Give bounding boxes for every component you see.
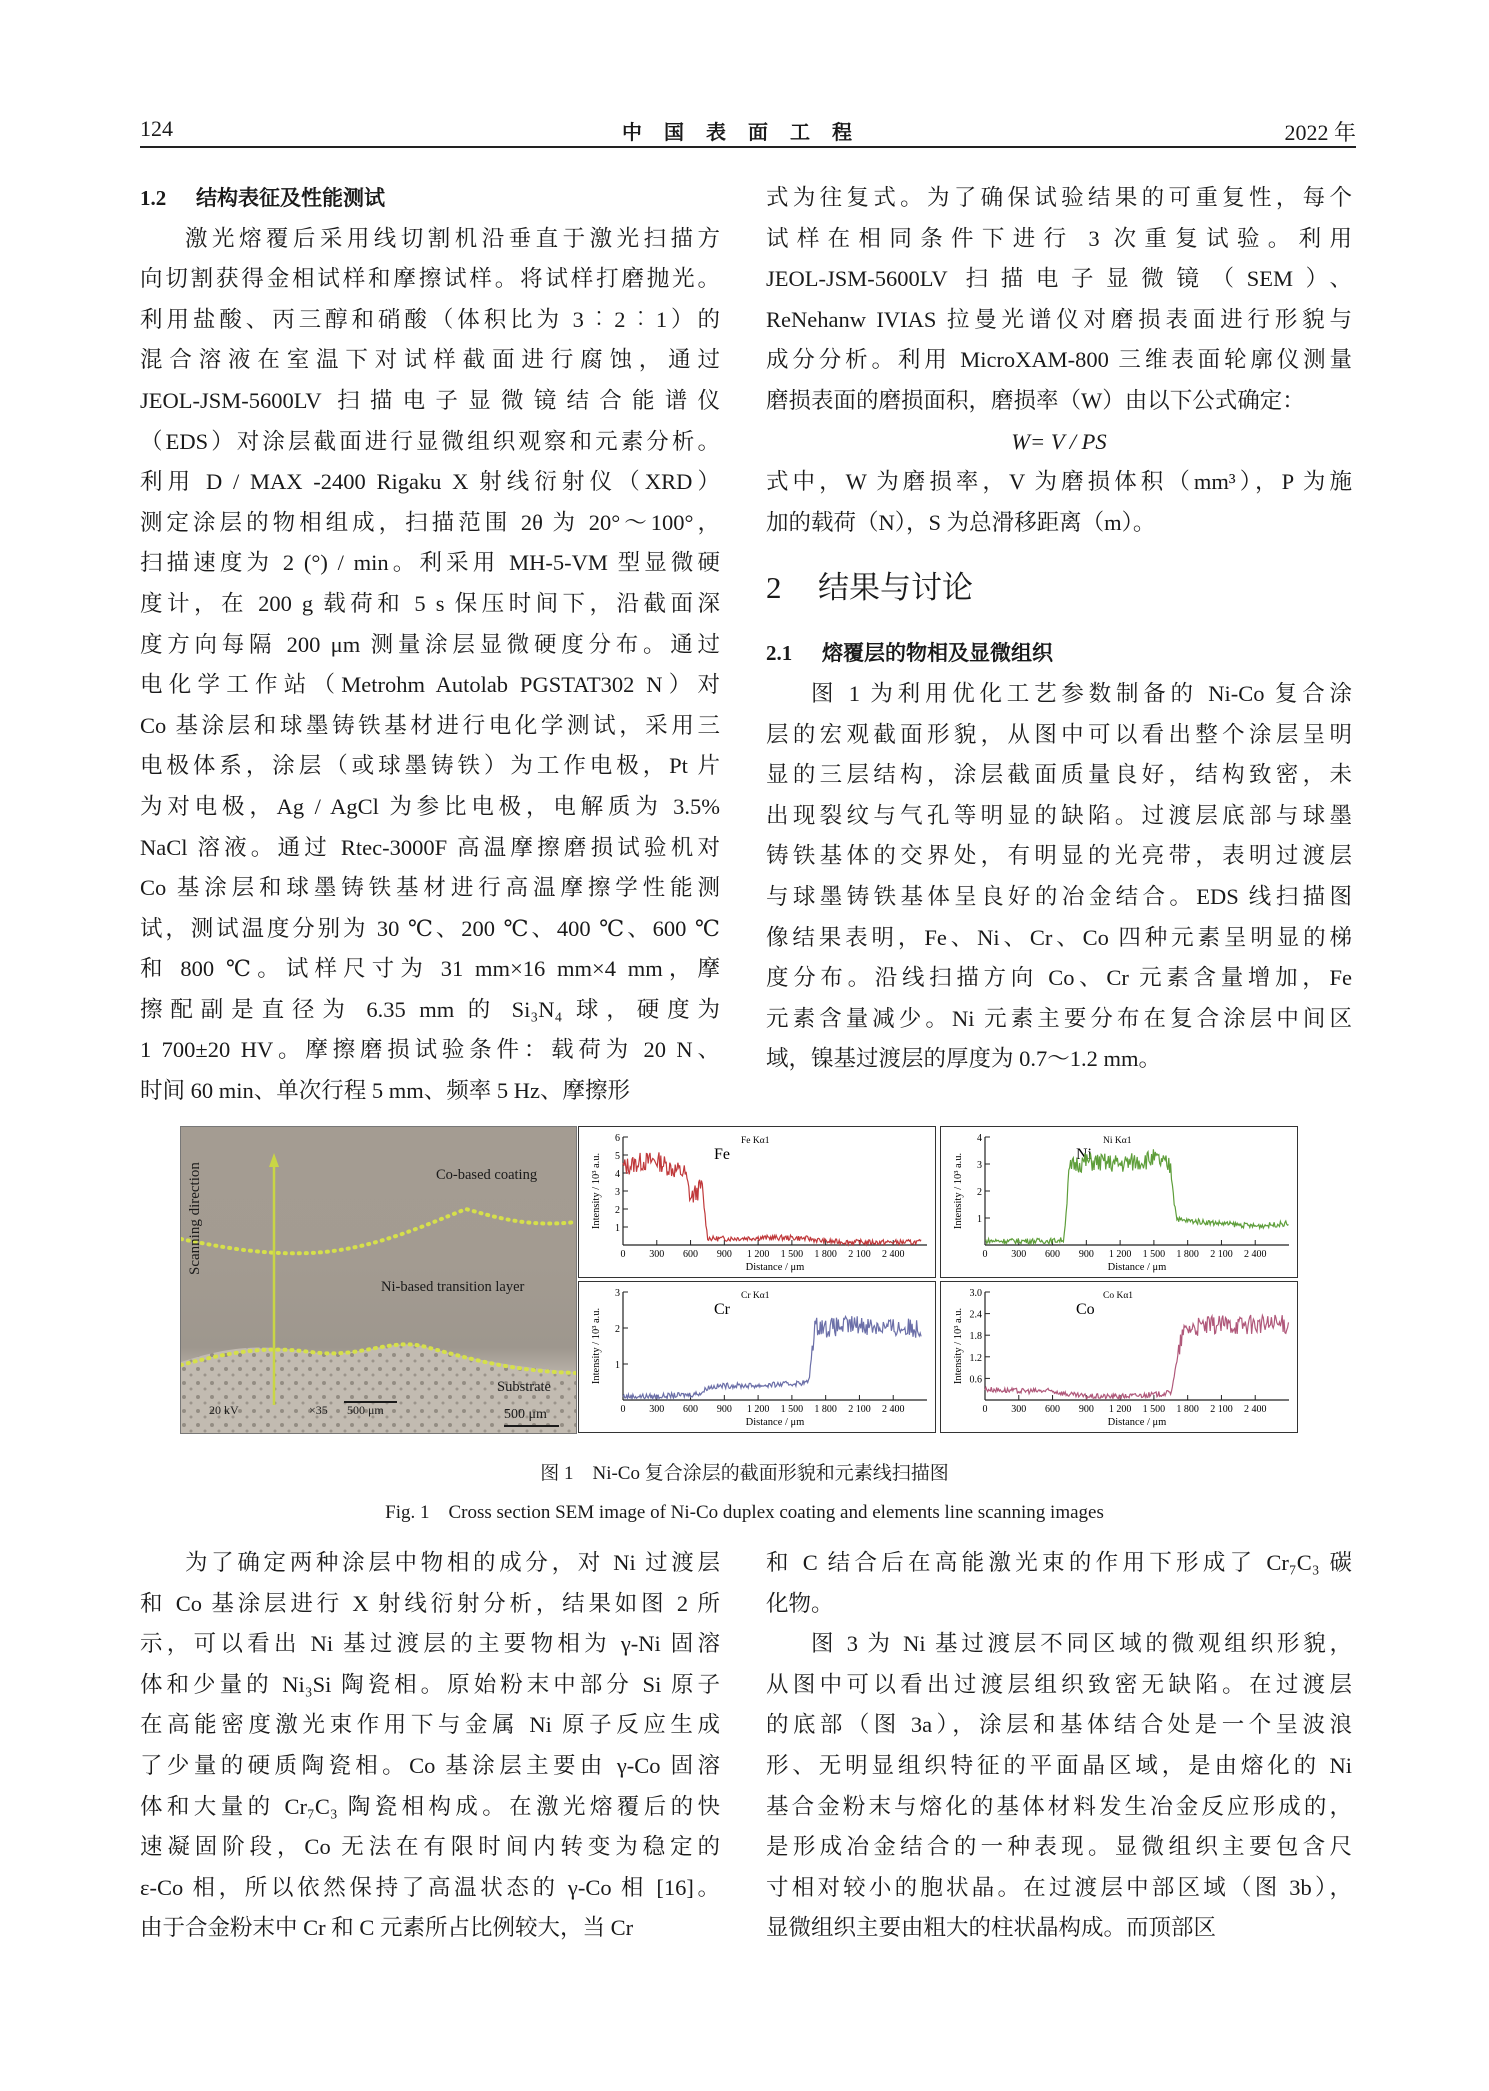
svg-text:1: 1 — [615, 1360, 620, 1371]
cr-line-chart — [579, 1282, 935, 1432]
svg-text:900: 900 — [1078, 1249, 1094, 1260]
text-line: 为了确定两种涂层中物相的成分，对 Ni 过渡层 — [185, 1550, 720, 1575]
svg-text:Cr: Cr — [714, 1301, 730, 1318]
text-line: 示，可以看出 Ni 基过渡层的主要物相为 γ-Ni 固溶 — [140, 1631, 720, 1657]
text-line: 图 3 为 Ni 基过渡层不同区域的微观组织形貌， — [811, 1631, 1352, 1657]
svg-text:1 200: 1 200 — [746, 1404, 770, 1415]
text-line: 和 800 ℃。试样尺寸为 31 mm×16 mm×4 mm，摩 — [140, 956, 720, 982]
svg-text:3: 3 — [615, 1288, 620, 1299]
label-substrate: Substrate — [497, 1379, 551, 1395]
ni-line-chart — [941, 1127, 1297, 1277]
svg-text:Fe Kα1: Fe Kα1 — [741, 1136, 770, 1146]
label-co-based-coating: Co-based coating — [436, 1167, 538, 1183]
svg-text:1 500: 1 500 — [780, 1249, 804, 1260]
svg-text:Intensity / 10³ a.u.: Intensity / 10³ a.u. — [591, 1307, 602, 1385]
text-line: 图 1 为利用优化工艺参数制备的 Ni-Co 复合涂 — [811, 680, 1352, 706]
svg-text:900: 900 — [1078, 1404, 1094, 1415]
text-line: 擦配副是直径为 6.35 mm 的 Si₃N₄ 球，硬度为 — [140, 996, 720, 1022]
text-line: 体和大量的 Cr₇C₃ 陶瓷相构成。在激光熔覆后的快 — [140, 1793, 720, 1819]
svg-text:6: 6 — [615, 1133, 620, 1144]
text-line: 像结果表明，Fe、Ni、Cr、Co 四种元素呈明显的梯 — [766, 924, 1352, 950]
paragraph-carbide — [766, 1543, 1352, 1624]
svg-text:2: 2 — [615, 1205, 620, 1216]
text-line: 层的宏观截面形貌，从图中可以看出整个涂层呈明 — [766, 721, 1352, 747]
chart-ni-line-scan — [940, 1126, 1298, 1278]
label-magnification: ×35 — [309, 1403, 328, 1417]
text-line: 电极体系，涂层（或球墨铸铁）为工作电极，Pt 片 — [140, 753, 720, 779]
chart-fe-line-scan — [578, 1126, 936, 1278]
journal-name: 中国表面工程 — [622, 120, 874, 144]
text-line: 由于合金粉末中 Cr 和 C 元素所占比例较大，当 Cr — [140, 1915, 634, 1941]
text-line: Co 基涂层和球墨铸铁基材进行高温摩擦学性能测 — [140, 875, 720, 901]
text-line: 了少量的硬质陶瓷相。Co 基涂层主要由 γ-Co 固溶 — [140, 1752, 720, 1778]
text-line: 成分分析。利用 MicroXAM-800 三维表面轮廓仪测量 — [766, 347, 1352, 373]
text-line: 在高能密度激光束作用下与金属 Ni 原子反应生成 — [140, 1712, 720, 1738]
text-line: 基合金粉末与熔化的基体材料发生冶金反应形成的， — [766, 1793, 1352, 1819]
svg-text:Intensity / 10³ a.u.: Intensity / 10³ a.u. — [953, 1307, 964, 1385]
svg-text:1 200: 1 200 — [1108, 1249, 1132, 1260]
section-heading-1-2: 1.2 结构表征及性能测试 — [140, 186, 385, 210]
text-line: 寸相对较小的胞状晶。在过渡层中部区域（图 3b）， — [766, 1874, 1352, 1900]
svg-text:1 800: 1 800 — [814, 1249, 837, 1260]
text-line: 是形成冶金结合的一种表现。显微组织主要包含尺 — [766, 1834, 1352, 1860]
co-line-chart — [941, 1282, 1297, 1432]
svg-text:2: 2 — [615, 1324, 620, 1335]
label-scale-inner: 500 μm — [347, 1403, 384, 1417]
paragraph-figure3-discussion — [766, 1624, 1352, 1949]
figure-caption-en: Fig. 1 Cross section SEM image of Ni-Co duplex coating and elements line scanning images — [385, 1502, 1104, 1523]
text-line: 从图中可以看出过渡层组织致密无缺陷。在过渡层 — [766, 1671, 1352, 1697]
svg-text:2 400: 2 400 — [881, 1404, 905, 1415]
text-line: 式中，W 为磨损率，V 为磨损体积（mm³），P 为施 — [766, 469, 1352, 495]
text-line: 显的三层结构，涂层截面质量良好，结构致密，未 — [766, 762, 1352, 788]
journal-year: 2022 年 — [1284, 120, 1356, 145]
text-line: 磨损表面的磨损面积，磨损率（W）由以下公式确定： — [766, 387, 1305, 413]
text-line: 域，镍基过渡层的厚度为 0.7～1.2 mm。 — [766, 1046, 1162, 1072]
svg-text:300: 300 — [1011, 1249, 1027, 1260]
svg-text:2 400: 2 400 — [881, 1249, 905, 1260]
header-rule — [140, 146, 1356, 148]
svg-text:Intensity / 10³ a.u.: Intensity / 10³ a.u. — [591, 1152, 602, 1230]
text-line: 加的载荷（N），S 为总滑移距离（m）。 — [766, 509, 1156, 535]
text-line: JEOL-JSM-5600LV 扫描电子显微镜（SEM）、 — [766, 266, 1352, 292]
svg-text:600: 600 — [1045, 1249, 1061, 1260]
svg-text:600: 600 — [1045, 1404, 1061, 1415]
text-line: 的底部（图 3a），涂层和基体结合处是一个呈波浪 — [766, 1712, 1352, 1738]
svg-text:0: 0 — [982, 1404, 988, 1415]
svg-text:3: 3 — [977, 1160, 982, 1171]
running-header — [140, 116, 1356, 146]
right-column-top — [766, 178, 1352, 1080]
svg-text:Distance / μm: Distance / μm — [745, 1262, 805, 1273]
text-line: 和 C 结合后在高能激光束的作用下形成了 Cr₇C₃ 碳 — [766, 1550, 1352, 1575]
svg-text:Distance / μm: Distance / μm — [745, 1417, 805, 1428]
svg-text:1 200: 1 200 — [1108, 1404, 1132, 1415]
figure-caption-cn: 图 1 Ni-Co 复合涂层的截面形貌和元素线扫描图 — [540, 1463, 949, 1484]
paragraph-wear-test — [766, 178, 1352, 422]
svg-text:Co Kα1: Co Kα1 — [1103, 1291, 1134, 1301]
svg-text:4: 4 — [615, 1169, 620, 1180]
text-line: 度计，在 200 g 载荷和 5 s 保压时间下，沿截面深 — [140, 590, 720, 616]
svg-text:Cr Kα1: Cr Kα1 — [741, 1291, 770, 1301]
text-line: JEOL-JSM-5600LV 扫描电子显微镜结合能谱仪 — [140, 387, 720, 413]
svg-text:Co: Co — [1076, 1301, 1095, 1318]
svg-text:3.0: 3.0 — [969, 1288, 982, 1299]
svg-text:Distance / μm: Distance / μm — [1107, 1417, 1167, 1428]
svg-text:1 200: 1 200 — [746, 1249, 770, 1260]
text-line: 形、无明显组织特征的平面晶区域，是由熔化的 Ni — [766, 1752, 1352, 1778]
text-line: 与球墨铸铁基体呈良好的冶金结合。EDS 线扫描图 — [766, 883, 1352, 909]
svg-text:1 800: 1 800 — [1176, 1404, 1199, 1415]
text-line: ReNehanw IVIAS 拉曼光谱仪对磨损表面进行形貌与 — [766, 306, 1352, 332]
label-ni-transition-layer: Ni-based transition layer — [381, 1279, 525, 1295]
text-line: 度分布。沿线扫描方向 Co、Cr 元素含量增加，Fe — [766, 965, 1352, 991]
text-line: 和 Co 基涂层进行 X 射线衍射分析，结果如图 2 所 — [140, 1590, 720, 1616]
paragraph-xrd-analysis — [140, 1543, 720, 1949]
svg-text:300: 300 — [649, 1404, 665, 1415]
svg-text:Fe: Fe — [714, 1146, 730, 1163]
svg-text:3: 3 — [615, 1187, 620, 1198]
svg-text:1 500: 1 500 — [1142, 1404, 1166, 1415]
right-column-bottom — [766, 1543, 1352, 1949]
svg-text:2 100: 2 100 — [1210, 1249, 1233, 1260]
section-heading-2: 2 结果与讨论 — [766, 570, 973, 607]
text-line: 出现裂纹与气孔等明显的缺陷。过渡层底部与球墨 — [766, 802, 1352, 828]
text-line: （EDS）对涂层截面进行显微组织观察和元素分析。 — [140, 428, 720, 454]
svg-text:600: 600 — [683, 1249, 699, 1260]
text-line: 试样在相同条件下进行 3 次重复试验。利用 — [766, 225, 1352, 251]
svg-text:1 500: 1 500 — [780, 1404, 804, 1415]
text-line: 利用 D / MAX -2400 Rigaku X 射线衍射仪（XRD） — [140, 469, 720, 495]
svg-text:Intensity / 10³ a.u.: Intensity / 10³ a.u. — [953, 1152, 964, 1230]
svg-text:1: 1 — [977, 1214, 982, 1225]
left-column-top — [140, 178, 720, 1112]
label-scale-bar: 500 μm — [504, 1407, 547, 1422]
svg-text:0: 0 — [982, 1249, 988, 1260]
text-line: 电化学工作站（Metrohm Autolab PGSTAT302 N）对 — [140, 672, 720, 698]
svg-text:2 400: 2 400 — [1243, 1249, 1267, 1260]
chart-co-line-scan — [940, 1281, 1298, 1433]
svg-text:0.6: 0.6 — [969, 1374, 982, 1386]
text-line: 元素含量减少。Ni 元素主要分布在复合涂层中间区 — [766, 1005, 1352, 1031]
text-line: 化物。 — [766, 1590, 834, 1616]
text-line: 扫描速度为 2 (°) / min。利采用 MH-5-VM 型显微硬 — [140, 550, 720, 576]
text-line: 混合溶液在室温下对试样截面进行腐蚀，通过 — [140, 347, 720, 373]
text-line: ε-Co 相，所以依然保持了高温状态的 γ-Co 相 [16]。 — [140, 1874, 720, 1900]
svg-text:Ni: Ni — [1076, 1146, 1092, 1163]
svg-text:1 500: 1 500 — [1142, 1249, 1166, 1260]
svg-text:1 800: 1 800 — [1176, 1249, 1199, 1260]
svg-text:2 400: 2 400 — [1243, 1404, 1267, 1415]
text-line: 式为往复式。为了确保试验结果的可重复性，每个 — [766, 185, 1352, 210]
svg-text:1 800: 1 800 — [814, 1404, 837, 1415]
text-line: NaCl 溶液。通过 Rtec-3000F 高温摩擦磨损试验机对 — [140, 834, 720, 860]
svg-text:4: 4 — [977, 1133, 982, 1144]
svg-text:600: 600 — [683, 1404, 699, 1415]
left-column-bottom — [140, 1543, 720, 1949]
chart-cr-line-scan — [578, 1281, 936, 1433]
formula-explanation — [766, 462, 1352, 543]
svg-text:0: 0 — [620, 1249, 626, 1260]
figure-1 — [180, 1126, 1298, 1436]
text-line: 度方向每隔 200 μm 测量涂层显微硬度分布。通过 — [140, 631, 720, 657]
text-line: 向切割获得金相试样和摩擦试样。将试样打磨抛光。 — [140, 266, 720, 292]
text-line: 试，测试温度分别为 30 ℃、200 ℃、400 ℃、600 ℃ — [140, 915, 720, 941]
text-line: 显微组织主要由粗大的柱状晶构成。而顶部区 — [766, 1915, 1217, 1941]
svg-text:0: 0 — [620, 1404, 626, 1415]
svg-text:1: 1 — [615, 1223, 620, 1234]
svg-text:1.8: 1.8 — [969, 1331, 982, 1343]
text-line: 为对电极，Ag / AgCl 为参比电极，电解质为 3.5% — [140, 793, 720, 819]
sem-cross-section-image — [180, 1126, 577, 1434]
text-line: Co 基涂层和球墨铸铁基材进行电化学测试，采用三 — [140, 712, 720, 738]
text-line: 1 700±20 HV。摩擦磨损试验条件：载荷为 20 N、 — [140, 1037, 720, 1063]
label-scanning-direction: Scanning direction — [187, 1162, 203, 1275]
svg-text:300: 300 — [649, 1249, 665, 1260]
paragraph-figure1-discussion — [766, 674, 1352, 1080]
svg-text:2 100: 2 100 — [1210, 1404, 1233, 1415]
text-line: 利用盐酸、丙三醇和硝酸（体积比为 3︰2︰1）的 — [140, 306, 720, 332]
text-line: 时间 60 min、单次行程 5 mm、频率 5 Hz、摩擦形 — [140, 1078, 630, 1104]
svg-text:Ni Kα1: Ni Kα1 — [1103, 1136, 1132, 1146]
text-line: 速凝固阶段，Co 无法在有限时间内转变为稳定的 — [140, 1834, 720, 1860]
wear-rate-formula: W= V / PS — [1011, 428, 1107, 454]
text-line: 测定涂层的物相组成，扫描范围 2θ 为 20°～100°， — [140, 509, 720, 535]
fe-line-chart — [579, 1127, 935, 1277]
page-number: 124 — [140, 116, 173, 141]
text-line: 体和少量的 Ni₃Si 陶瓷相。原始粉末中部分 Si 原子 — [140, 1671, 720, 1697]
text-line: 激光熔覆后采用线切割机沿垂直于激光扫描方 — [185, 225, 720, 251]
svg-text:900: 900 — [716, 1404, 732, 1415]
paragraph-methods — [140, 219, 720, 1112]
section-heading-2-1: 2.1 熔覆层的物相及显微组织 — [766, 641, 1053, 666]
svg-text:5: 5 — [615, 1151, 620, 1162]
svg-text:2 100: 2 100 — [848, 1404, 871, 1415]
svg-text:900: 900 — [716, 1249, 732, 1260]
svg-text:Distance / μm: Distance / μm — [1107, 1262, 1167, 1273]
svg-text:1.2: 1.2 — [969, 1352, 982, 1364]
svg-text:2.4: 2.4 — [969, 1309, 982, 1321]
svg-text:2 100: 2 100 — [848, 1249, 871, 1260]
svg-text:300: 300 — [1011, 1404, 1027, 1415]
svg-text:2: 2 — [977, 1187, 982, 1198]
text-line: 铸铁基体的交界处，有明显的光亮带，表明过渡层 — [766, 843, 1352, 869]
label-voltage: 20 kV — [209, 1403, 239, 1417]
